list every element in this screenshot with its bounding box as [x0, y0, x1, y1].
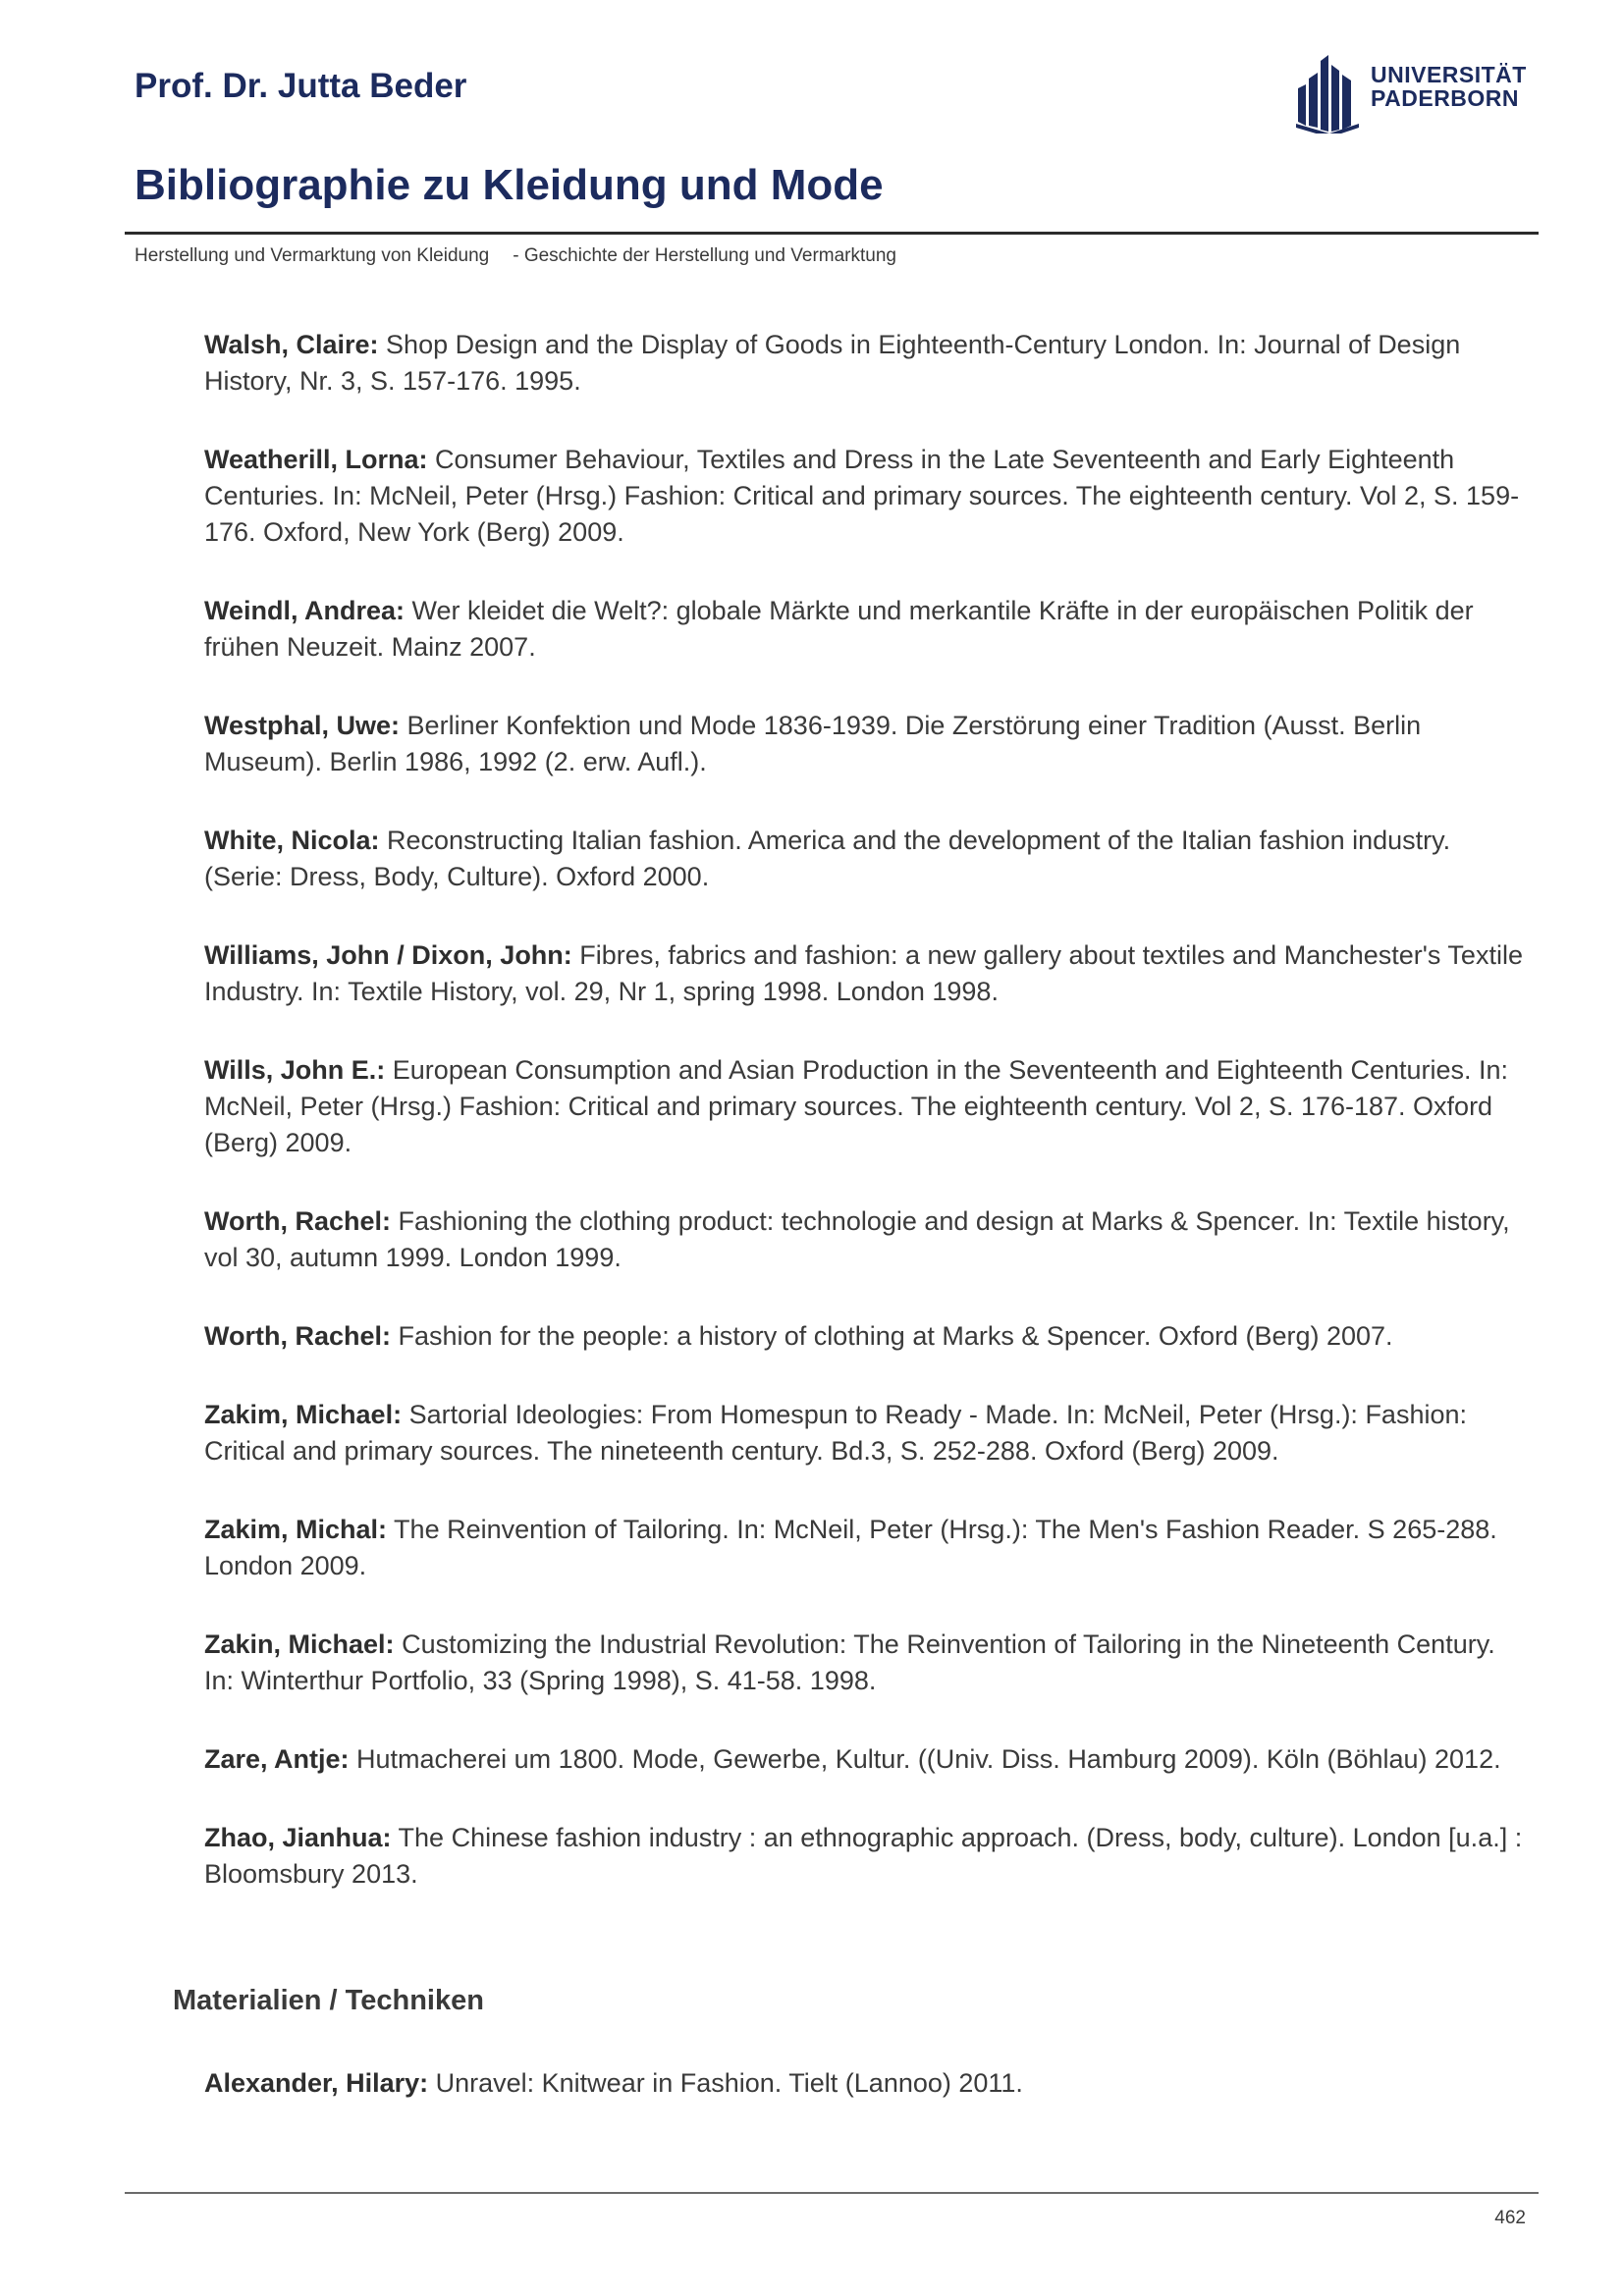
entry-author: Worth, Rachel: [204, 1321, 392, 1351]
entry-author: Zakim, Michael: [204, 1400, 403, 1429]
entry-text: Berliner Konfektion und Mode 1836-1939. Die Zerstörung einer Tradition (Ausst. Berlin Museum). Berlin 1986, 1992 (2. erw. Aufl.). [204, 711, 1422, 776]
entry-author: Wills, John E.: [204, 1055, 386, 1085]
bibliography-entry [204, 1627, 1525, 1699]
author-name: Prof. Dr. Jutta Beder [135, 67, 467, 105]
entry-author: Weindl, Andrea: [204, 596, 406, 625]
section-bibliography-list [204, 2065, 1525, 2144]
entry-text: Wer kleidet die Welt?: globale Märkte und merkantile Kräfte in der europäischen Politik der frühen Neuzeit. Mainz 2007. [204, 596, 1474, 662]
entry-text: Reconstructing Italian fashion. America and the development of the Italian fashion industry. (Serie: Dress, Body, Culture). Oxford 2000. [204, 826, 1451, 891]
entry-text: Customizing the Industrial Revolution: The Reinvention of Tailoring in the Nineteenth Century. In: Winterthur Portfolio, 33 (Spring 1998), S. 41-58. 1998. [204, 1629, 1495, 1695]
footer-divider [125, 2192, 1539, 2194]
bibliography-entry [204, 1318, 1525, 1355]
bibliography-entry [204, 2065, 1525, 2102]
entry-text: European Consumption and Asian Production in the Seventeenth and Eighteenth Centuries. In: McNeil, Peter (Hrsg.) Fashion: Critical and primary sources. The eighteenth century. Vol 2, S. 176-187. Oxford (Berg) 2009. [204, 1055, 1509, 1157]
university-logo-icon [1296, 51, 1365, 133]
bibliography-entry [204, 1741, 1525, 1778]
entry-author: Williams, John / Dixon, John: [204, 940, 572, 970]
logo-line-1: UNIVERSITÄT [1371, 62, 1527, 87]
entry-author: Zhao, Jianhua: [204, 1823, 392, 1852]
entry-text: The Reinvention of Tailoring. In: McNeil, Peter (Hrsg.): The Men's Fashion Reader. S 265-288. London 2009. [204, 1515, 1497, 1580]
bibliography-entry [204, 937, 1525, 1010]
entry-text: Unravel: Knitwear in Fashion. Tielt (Lannoo) 2011. [428, 2068, 1023, 2098]
entry-author: Alexander, Hilary: [204, 2068, 429, 2098]
header-divider [125, 232, 1539, 235]
bibliography-entry [204, 708, 1525, 780]
entry-text: Fashioning the clothing product: technologie and design at Marks & Spencer. In: Textile history, vol 30, autumn 1999. London 1999. [204, 1206, 1510, 1272]
page-number: 462 [1494, 2208, 1526, 2228]
entry-text: Sartorial Ideologies: From Homespun to Ready - Made. In: McNeil, Peter (Hrsg.): Fashion: Critical and primary sources. The nineteenth century. Bd.3, S. 252-288. Oxford (Berg) 2009. [204, 1400, 1467, 1466]
bibliography-entry [204, 1820, 1525, 1893]
entry-author: Zare, Antje: [204, 1744, 350, 1774]
entry-text: Shop Design and the Display of Goods in Eighteenth-Century London. In: Journal of Design History, Nr. 3, S. 157-176. 1995. [204, 330, 1461, 396]
breadcrumb-part-1: Herstellung und Vermarktung von Kleidung [135, 245, 490, 266]
logo-line-2: PADERBORN [1371, 85, 1520, 111]
bibliography-entry [204, 442, 1525, 551]
bibliography-entry [204, 1512, 1525, 1584]
bibliography-entry [204, 1397, 1525, 1469]
document-title: Bibliographie zu Kleidung und Mode [135, 161, 884, 209]
entry-text: The Chinese fashion industry : an ethnographic approach. (Dress, body, culture). London [u.a.] : Bloomsbury 2013. [204, 1823, 1523, 1889]
entry-author: Weatherill, Lorna: [204, 445, 428, 474]
entry-author: Zakim, Michal: [204, 1515, 388, 1544]
entry-text: Fashion for the people: a history of clothing at Marks & Spencer. Oxford (Berg) 2007. [391, 1321, 1393, 1351]
university-logo-text [1371, 63, 1527, 110]
breadcrumb [135, 245, 896, 267]
entry-author: Westphal, Uwe: [204, 711, 401, 740]
bibliography-entry [204, 327, 1525, 400]
entry-author: White, Nicola: [204, 826, 380, 855]
breadcrumb-part-2: - Geschichte der Herstellung und Vermarktung [513, 245, 896, 266]
section-heading: Materialien / Techniken [173, 1985, 484, 2016]
entry-author: Walsh, Claire: [204, 330, 379, 359]
university-logo [1296, 51, 1532, 133]
entry-author: Worth, Rachel: [204, 1206, 392, 1236]
bibliography-entry [204, 823, 1525, 895]
entry-text: Fibres, fabrics and fashion: a new gallery about textiles and Manchester's Textile Industry. In: Textile History, vol. 29, Nr 1, spring 1998. London 1998. [204, 940, 1523, 1006]
bibliography-list [204, 327, 1525, 1935]
entry-author: Zakin, Michael: [204, 1629, 395, 1659]
bibliography-entry [204, 593, 1525, 666]
entry-text: Hutmacherei um 1800. Mode, Gewerbe, Kultur. ((Univ. Diss. Hamburg 2009). Köln (Böhlau) 2012. [349, 1744, 1501, 1774]
bibliography-entry [204, 1052, 1525, 1161]
bibliography-entry [204, 1203, 1525, 1276]
entry-text: Consumer Behaviour, Textiles and Dress in the Late Seventeenth and Early Eighteenth Centuries. In: McNeil, Peter (Hrsg.) Fashion: Critical and primary sources. The eighteenth century. Vol 2, S. 159-176. Oxford, New York (Berg) 2009. [204, 445, 1520, 547]
